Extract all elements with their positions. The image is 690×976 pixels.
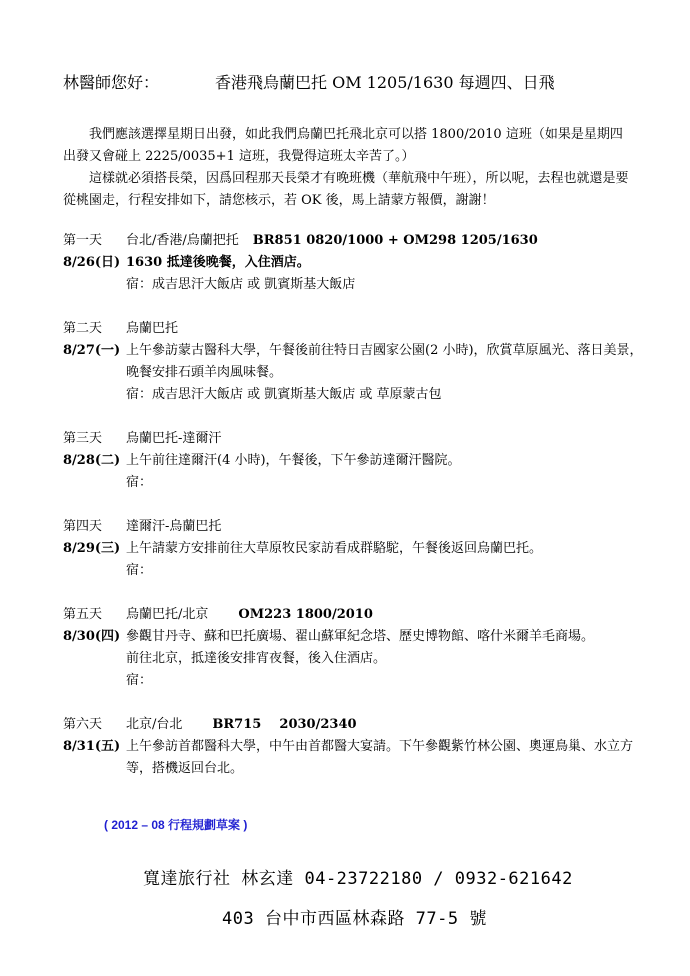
day-activity: 上午前往達爾汗(4 小時)，午餐後，下午參訪達爾汗醫院。 (126, 453, 461, 468)
day-date: 8/29(三) (63, 541, 121, 556)
itinerary-day-3 (63, 428, 643, 494)
agency-contact: 寬達旅行社 林玄達 04-23722180 / 0932-621642 (143, 869, 573, 889)
itinerary-day-5 (63, 604, 643, 692)
day-route: 烏蘭巴托/北京 (126, 607, 209, 622)
greeting: 林醫師您好： (63, 73, 160, 92)
day-date: 8/30(四) (63, 629, 121, 644)
itinerary-day-2 (63, 318, 643, 406)
day-lodging: 宿：成吉思汗大飯店 或 凱賓斯基大飯店 (126, 277, 356, 292)
day-date: 8/28(二) (63, 453, 121, 468)
day-activity: 上午參訪蒙古醫科大學，午餐後前往特日吉國家公園(2 小時)，欣賞草原風光、落日美景，晚餐安排石頭羊肉風味餐。 (126, 343, 643, 380)
intro-paragraph-2: 這樣就必須搭長榮，因爲回程那天長榮才有晚班機（華航飛中午班），所以呢，去程也就還是要從桃園走，行程安排如下，請您核示，若 OK 後，馬上請蒙方報價，謝謝！ (63, 171, 629, 208)
title-row (63, 72, 555, 94)
itinerary-day-4 (63, 516, 643, 582)
flight-schedule-title: 香港飛烏蘭巴托 OM 1205/1630 每週四、日飛 (215, 73, 555, 92)
day-lodging: 宿：成吉思汗大飯店 或 凱賓斯基大飯店 或 草原蒙古包 (126, 387, 442, 402)
day-lodging: 宿： (126, 475, 153, 490)
day-route: 台北/香港/烏蘭把托 (126, 233, 239, 248)
day-lodging: 宿： (126, 673, 153, 688)
day-activity: 前往北京，抵達後安排宵夜餐，後入住酒店。 (126, 651, 387, 666)
day-label: 第五天 (63, 607, 103, 622)
draft-note: ( 2012 – 08 行程規劃草案 ) (104, 818, 248, 832)
day-lodging: 宿： (126, 563, 153, 578)
day-route: 烏蘭巴托-達爾汗 (126, 431, 222, 446)
agency-address: 403 台中市西區林森路 77-5 號 (222, 909, 487, 929)
itinerary-day-1 (63, 230, 643, 296)
day-label: 第二天 (63, 321, 103, 336)
day-date: 8/31(五) (63, 739, 121, 754)
intro-paragraph-1: 我們應該選擇星期日出發，如此我們烏蘭巴托飛北京可以搭 1800/2010 這班（如果是星期四出發又會碰上 2225/0035+1 這班，我覺得這班太辛苦了。） (63, 127, 623, 164)
itinerary-list (63, 230, 643, 802)
day-route: 烏蘭巴托 (126, 321, 179, 336)
itinerary-day-6 (63, 714, 643, 780)
day-flight: OM223 1800/2010 (238, 607, 373, 622)
day-date: 8/26(日) (63, 255, 121, 270)
day-activity: 1630 抵達後晚餐，入住酒店。 (126, 255, 310, 270)
day-date: 8/27(一) (63, 343, 121, 358)
day-route: 北京/台北 (126, 717, 183, 732)
day-activity: 參觀甘丹寺、蘇和巴托廣場、翟山蘇軍紀念塔、歷史博物館、喀什米爾羊毛商場。 (126, 629, 595, 644)
day-label: 第一天 (63, 233, 103, 248)
day-route: 達爾汗-烏蘭巴托 (126, 519, 222, 534)
day-label: 第三天 (63, 431, 103, 446)
day-flight: BR851 0820/1000 + OM298 1205/1630 (252, 233, 538, 248)
day-label: 第六天 (63, 717, 103, 732)
day-flight: BR715 2030/2340 (212, 717, 357, 732)
day-activity: 上午請蒙方安排前往大草原牧民家訪看成群駱駝，午餐後返回烏蘭巴托。 (126, 541, 543, 556)
day-label: 第四天 (63, 519, 103, 534)
day-activity: 上午參訪首都醫科大學，中午由首都醫大宴請。下午參觀紫竹林公園、奧運鳥巢、水立方等，搭機返回台北。 (126, 739, 634, 776)
